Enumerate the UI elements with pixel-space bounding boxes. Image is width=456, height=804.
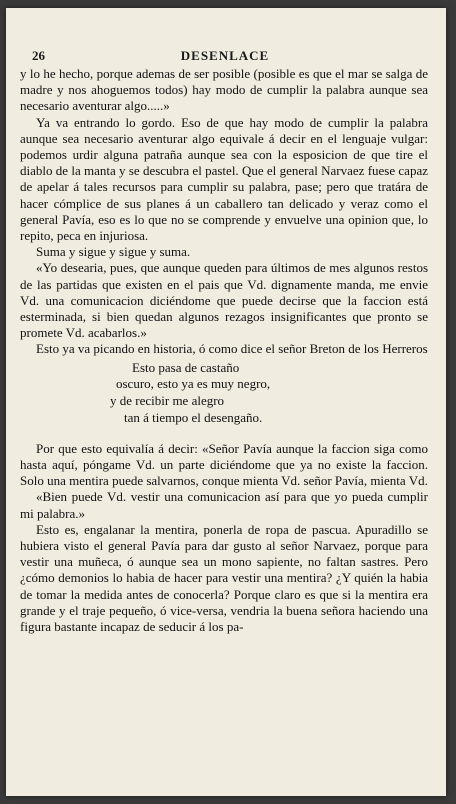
verse-line: y de recibir me alegro (110, 393, 225, 409)
paragraph: Ya va entrando lo gordo. Eso de que hay modo de cumplir la palabra aunque sea necesario aventurar algo equivale á decir en el lenguaje vulgar: podemos urdir alguna patraña aunque sea con la esposicion de que tire el diablo de la manta y se descubra el pastel. Que el general Narvaez fuese capaz de apelar á tales recursos para cumplir su palabra, pase; pero que tratára de hacer cómplice de sus planes á un caballero tan delicado y veraz como el general Pavía, eso es lo que no se comprende y envuelve una opinion que, lo repito, peca en injuriosa. (20, 114, 428, 244)
paragraph: y lo he hecho, porque ademas de ser posible (posible es que el mar se salga de madre y nos ahoguemos todos) hay modo de cumplir la palabra aunque sea necesario aventurar algo.....» (20, 66, 428, 114)
paragraph: Suma y sigue y sigue y suma. (36, 244, 191, 260)
page-number: 26 (32, 48, 45, 63)
verse-line: oscuro, esto ya es muy negro, (116, 376, 271, 392)
paragraph: Esto ya va picando en historia, ó como dice el señor Breton de los Herreros (36, 341, 428, 357)
section-gap (20, 431, 428, 441)
page-body (20, 66, 428, 635)
verse-block (20, 360, 428, 427)
book-page (6, 8, 446, 796)
paragraph: «Bien puede Vd. vestir una comunicacion así para que yo pueda cumplir mi palabra.» (20, 489, 428, 521)
page-header (20, 48, 430, 66)
verse-line: tan á tiempo el desengaño. (124, 410, 263, 426)
running-head: DESENLACE (180, 48, 270, 63)
verse-line: Esto pasa de castaño (132, 359, 240, 375)
paragraph: Esto es, engalanar la mentira, ponerla de ropa de pascua. Apuradillo se hubiera visto el general Pavía para dar gusto al señor Narvaez, porque para vestir una muñeca, ó aunque sea un mono sapiente, no faltan sastres. Pero ¿cómo demonios lo habia de hacer para vestir una mentira? ¿Y quién la habia de tomar la medida antes de conocerla? Porque claro es que si la mentira era grande y el traje pequeño, ó vice-versa, vendria la buena señora haciendo una figura bastante incapaz de seducir á los pa- (20, 521, 428, 635)
paragraph: Por que esto equivalía á decir: «Señor Pavía aunque la faccion siga como hasta aquí, póngame Vd. un parte diciéndome que ya no existe la faccion. Solo una mentira puede salvarnos, conque mienta Vd. señor Pavía, mienta Vd. (20, 440, 428, 489)
paragraph: «Yo desearia, pues, que aunque queden para últimos de mes algunos restos de las partidas que existen en el pais que Vd. dignamente manda, me envie Vd. una comunicacion diciéndome que puede decirse que la faccion está esterminada, si bien quedan algunos rezagos insignificantes que pronto se promete Vd. acabarlos.» (20, 260, 428, 341)
